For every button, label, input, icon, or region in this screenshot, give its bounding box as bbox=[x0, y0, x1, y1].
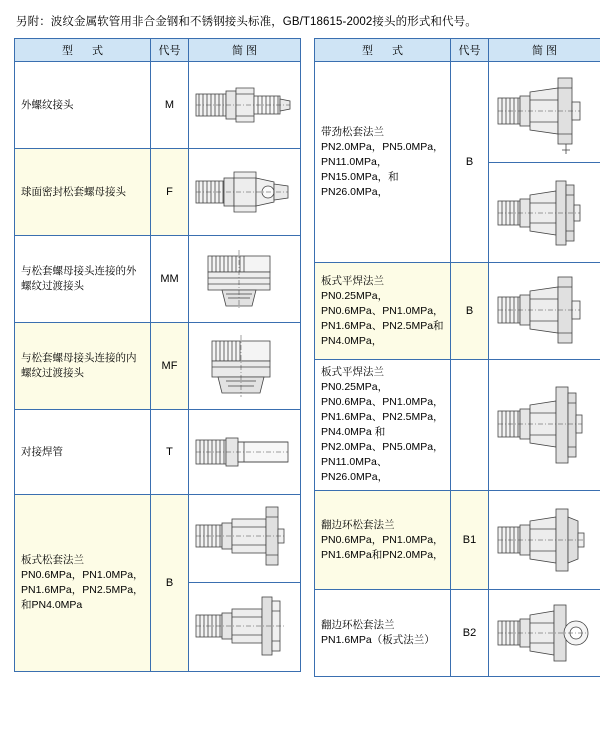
plate-flat-weld-flange-icon-1 bbox=[492, 267, 598, 355]
table-row bbox=[15, 323, 301, 410]
row-figure-flared-ring-loose-flange bbox=[489, 491, 600, 590]
ribbed-loose-flange-icon-2 bbox=[492, 167, 598, 259]
table-row bbox=[315, 263, 600, 360]
row-type-label: 翻边环松套法兰 PN1.6MPa（板式法兰） bbox=[321, 619, 435, 646]
row-figure-internal-thread-transition bbox=[189, 323, 301, 410]
table-row bbox=[315, 491, 600, 590]
column-header-figure: 简 图 bbox=[189, 39, 301, 62]
row-type-label: 带劲松套法兰 PN2.0MPa，PN5.0MPa，PN11.0MPa，PN15.0MPa，和PN26.0MPa， bbox=[321, 125, 444, 198]
row-type-label: 翻边环松套法兰 PN0.6MPa，PN1.0MPa，PN1.6MPa和PN2.0MPa， bbox=[321, 518, 444, 561]
ribbed-loose-flange-icon-1 bbox=[492, 66, 598, 158]
row-figure-plate-flat-weld-flange-1 bbox=[489, 263, 600, 360]
row-code: MM bbox=[151, 236, 189, 323]
table-row bbox=[15, 495, 301, 672]
column-header-figure: 简 图 bbox=[489, 39, 600, 62]
figure-cell-lower bbox=[489, 163, 600, 262]
plate-loose-flange-icon-2 bbox=[192, 587, 298, 667]
row-code: B1 bbox=[451, 491, 489, 590]
row-code bbox=[451, 360, 489, 491]
table-row bbox=[315, 62, 600, 263]
spherical-seal-union-nut-icon bbox=[192, 156, 298, 228]
table-header-row bbox=[15, 39, 301, 62]
left-table-wrapper bbox=[14, 38, 300, 672]
row-code: MF bbox=[151, 323, 189, 410]
row-type-label: 板式平焊法兰 PN0.25MPa，PN0.6MPa、PN1.0MPa，PN1.6MPa、PN2.5MPa，PN4.0MPa 和PN2.0MPa、PN5.0MPa，PN11.0MPa、PN26.0MPa， bbox=[321, 366, 444, 483]
row-type-label: 外螺纹接头 bbox=[21, 98, 74, 111]
row-figure-external-thread-transition bbox=[189, 236, 301, 323]
row-code: B2 bbox=[451, 590, 489, 677]
row-type-label: 与松套螺母接头连接的内螺纹过渡接头 bbox=[21, 352, 137, 379]
row-figure-plate-loose-flange bbox=[189, 495, 301, 672]
flared-ring-loose-flange-plate-icon bbox=[492, 593, 598, 673]
plate-flat-weld-flange-icon-2 bbox=[492, 371, 598, 479]
row-code: B bbox=[451, 62, 489, 263]
figure-cell-upper bbox=[189, 495, 300, 583]
table-row bbox=[315, 360, 600, 491]
row-code: B bbox=[451, 263, 489, 360]
row-type-label: 板式平焊法兰 PN0.25MPa，PN0.6MPa、PN1.0MPa，PN1.6MPa、PN2.5MPa和PN4.0MPa， bbox=[321, 274, 444, 347]
external-thread-transition-icon bbox=[192, 242, 298, 316]
row-figure-butt-weld-pipe bbox=[189, 410, 301, 495]
column-header-code: 代号 bbox=[151, 39, 189, 62]
row-type-label: 与松套螺母接头连接的外螺纹过渡接头 bbox=[21, 265, 137, 292]
fitting-types-table-right bbox=[314, 38, 600, 677]
row-code: F bbox=[151, 149, 189, 236]
table-row bbox=[15, 236, 301, 323]
row-figure-flared-ring-loose-flange-plate bbox=[489, 590, 600, 677]
row-figure-plate-flat-weld-flange-2 bbox=[489, 360, 600, 491]
tables-container bbox=[14, 38, 586, 677]
plate-loose-flange-icon-1 bbox=[192, 499, 298, 579]
table-row bbox=[315, 590, 600, 677]
table-row bbox=[15, 149, 301, 236]
row-type-label: 板式松套法兰 PN0.6MPa，PN1.0MPa，PN1.6MPa，PN2.5MPa，和PN4.0MPa bbox=[21, 554, 144, 611]
row-figure-ribbed-loose-flange bbox=[489, 62, 600, 263]
table-header-row bbox=[315, 39, 600, 62]
right-table-wrapper bbox=[314, 38, 600, 677]
row-code: B bbox=[151, 495, 189, 672]
row-type-label: 对接焊管 bbox=[21, 445, 63, 458]
male-thread-fitting-icon bbox=[192, 70, 298, 140]
table-row bbox=[15, 62, 301, 149]
internal-thread-transition-icon bbox=[192, 329, 298, 403]
row-type-label: 球面密封松套螺母接头 bbox=[21, 185, 126, 198]
figure-cell-upper bbox=[489, 62, 600, 163]
page-title: 另附：波纹金属软管用非合金钢和不锈钢接头标准，GB/T18615-2002接头的形式和代号。 bbox=[16, 16, 477, 28]
column-header-type: 型 式 bbox=[315, 39, 451, 62]
figure-cell-lower bbox=[189, 583, 300, 671]
row-code: M bbox=[151, 62, 189, 149]
table-row bbox=[15, 410, 301, 495]
row-code: T bbox=[151, 410, 189, 495]
row-figure-spherical-seal-union-nut bbox=[189, 149, 301, 236]
row-figure-male-thread-fitting bbox=[189, 62, 301, 149]
column-header-type: 型 式 bbox=[15, 39, 151, 62]
fitting-types-table-left bbox=[14, 38, 301, 672]
butt-weld-pipe-icon bbox=[192, 418, 298, 486]
flared-ring-loose-flange-icon bbox=[492, 495, 598, 585]
column-header-code: 代号 bbox=[451, 39, 489, 62]
